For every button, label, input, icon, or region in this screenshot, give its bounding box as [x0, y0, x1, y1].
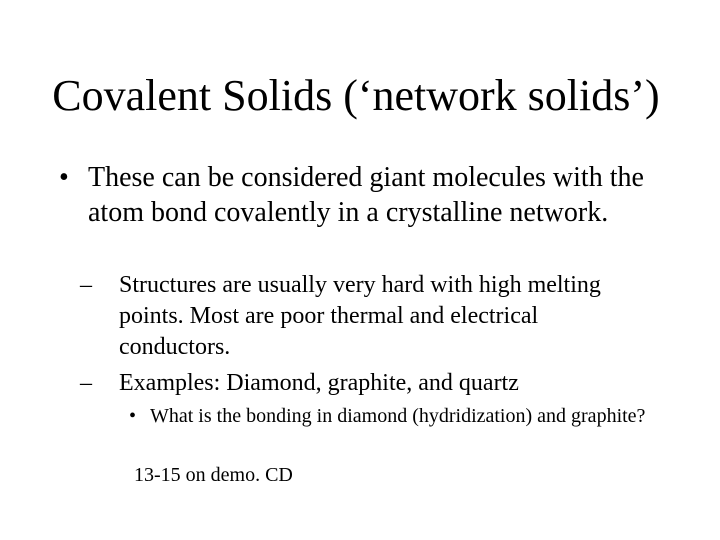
- sub-bullet-text: Structures are usually very hard with high melting points. Most are poor thermal and electrical conductors.: [119, 272, 601, 360]
- bullet-marker: •: [129, 405, 137, 427]
- dash-marker: –: [80, 370, 92, 396]
- bullet-text: These can be considered giant molecules with the atom bond covalently in a crystalline network.: [88, 162, 644, 228]
- bullet-marker: •: [59, 162, 69, 193]
- dash-marker: –: [80, 272, 92, 298]
- sub-bullet-structures: [80, 270, 640, 363]
- sub-sub-bullet-bonding-question: [129, 403, 674, 429]
- sub-bullet-examples: [80, 368, 640, 399]
- bullet-giant-molecules: [59, 160, 659, 230]
- demo-cd-note: 13-15 on demo. CD: [134, 464, 293, 486]
- sub-sub-bullet-text: What is the bonding in diamond (hydridization) and graphite?: [150, 405, 646, 427]
- slide-title: Covalent Solids (‘network solids’): [52, 71, 660, 120]
- sub-bullet-text: Examples: Diamond, graphite, and quartz: [119, 370, 519, 396]
